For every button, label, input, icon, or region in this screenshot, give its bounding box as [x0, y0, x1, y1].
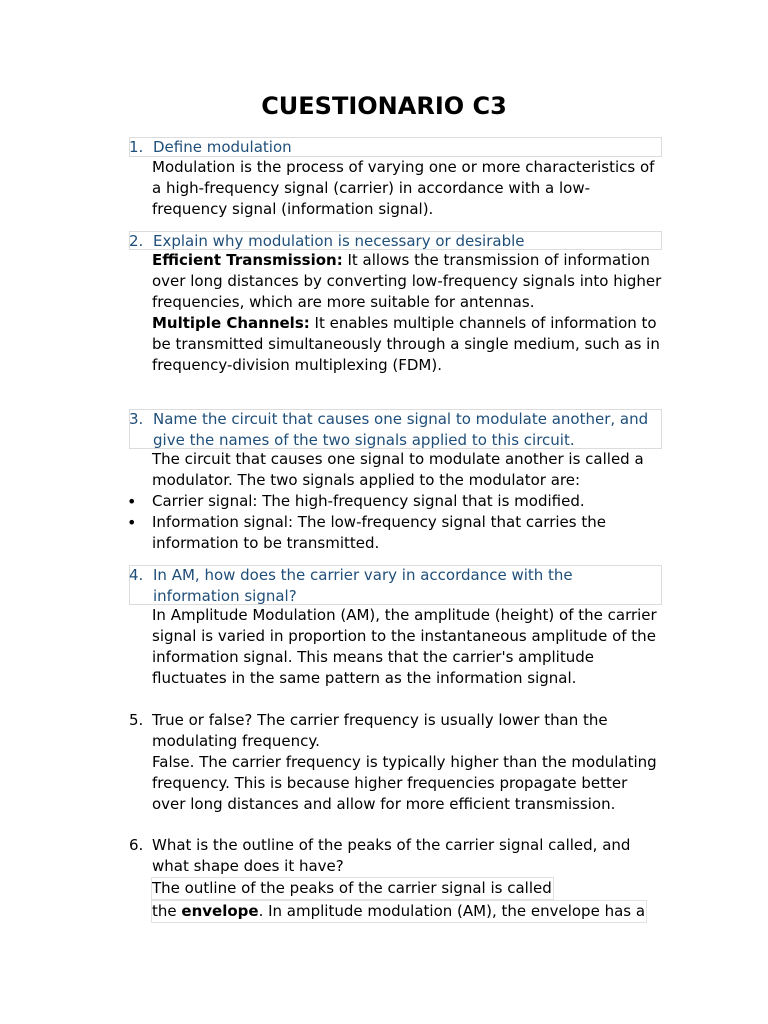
list-item: • Carrier signal: The high-frequency signal that is modified.: [129, 491, 662, 512]
question-number: 1.: [129, 138, 144, 156]
bold-term: envelope: [181, 902, 259, 920]
bold-term: Multiple Channels:: [152, 314, 310, 332]
answer-1: Modulation is the process of varying one or more characteristics of a high-frequency signal (carrier) in accordance with a low-frequency signal (information signal).: [152, 158, 655, 218]
question-number: 3.: [129, 410, 144, 428]
paragraph-text: It allows the transmission of information over long distances by converting low-frequency signals into higher frequencies, which are more suitable for antennas.: [152, 251, 662, 311]
answer-2-paragraph-1: [152, 250, 662, 313]
question-3: [129, 409, 662, 554]
answer-2-paragraph-2: [152, 313, 662, 376]
answer-4: In Amplitude Modulation (AM), the amplitude (height) of the carrier signal is varied in proportion to the instantaneous amplitude of the information signal. This means that the carrier's amplitude fluctuates in the same pattern as the information signal.: [152, 606, 657, 687]
question-2-heading: [129, 231, 662, 250]
signal-list: [129, 491, 662, 554]
question-text: What is the outline of the peaks of the carrier signal called, and what shape does it have?: [152, 836, 631, 875]
question-5-heading: [129, 710, 662, 752]
question-text: Explain why modulation is necessary or desirable: [153, 232, 525, 250]
question-3-heading: [129, 409, 662, 449]
question-1-heading: [129, 137, 662, 157]
question-number: 5.: [129, 711, 144, 729]
question-text: In AM, how does the carrier vary in accordance with the information signal?: [153, 566, 573, 605]
page-title: CUESTIONARIO C3: [261, 92, 507, 120]
line-prefix: the: [152, 902, 182, 920]
question-5: [129, 710, 662, 815]
question-2: [129, 231, 662, 376]
answer-6-line-1: The outline of the peaks of the carrier signal is called: [151, 877, 554, 900]
question-6: [129, 835, 662, 923]
answer-5: False. The carrier frequency is typically higher than the modulating frequency. This is because higher frequencies propagate better over long distances and allow for more efficient transmission.: [152, 753, 657, 813]
bold-term: Efficient Transmission:: [152, 251, 343, 269]
answer-6: [129, 877, 662, 923]
question-number: 4.: [129, 566, 144, 584]
question-number: 6.: [129, 836, 144, 854]
question-6-heading: [129, 835, 662, 877]
question-4-heading: [129, 565, 662, 605]
question-4: [129, 565, 662, 689]
question-number: 2.: [129, 232, 144, 250]
paragraph-text: It enables multiple channels of information to be transmitted simultaneously through a single medium, such as in frequency-division multiplexing (FDM).: [152, 314, 660, 374]
answer-6-line-2: [151, 900, 647, 923]
list-item: • Information signal: The low-frequency signal that carries the information to be transmitted.: [129, 512, 662, 554]
question-text: Name the circuit that causes one signal to modulate another, and give the names of the two signals applied to this circuit.: [153, 410, 649, 449]
line-suffix: . In amplitude modulation (AM), the envelope has a: [258, 902, 646, 920]
question-text: True or false? The carrier frequency is usually lower than the modulating frequency.: [152, 711, 608, 750]
question-text: Define modulation: [153, 138, 292, 156]
question-1: [129, 137, 662, 220]
answer-3: The circuit that causes one signal to modulate another is called a modulator. The two signals applied to the modulator are:: [152, 450, 644, 489]
answer-2: [129, 250, 662, 376]
